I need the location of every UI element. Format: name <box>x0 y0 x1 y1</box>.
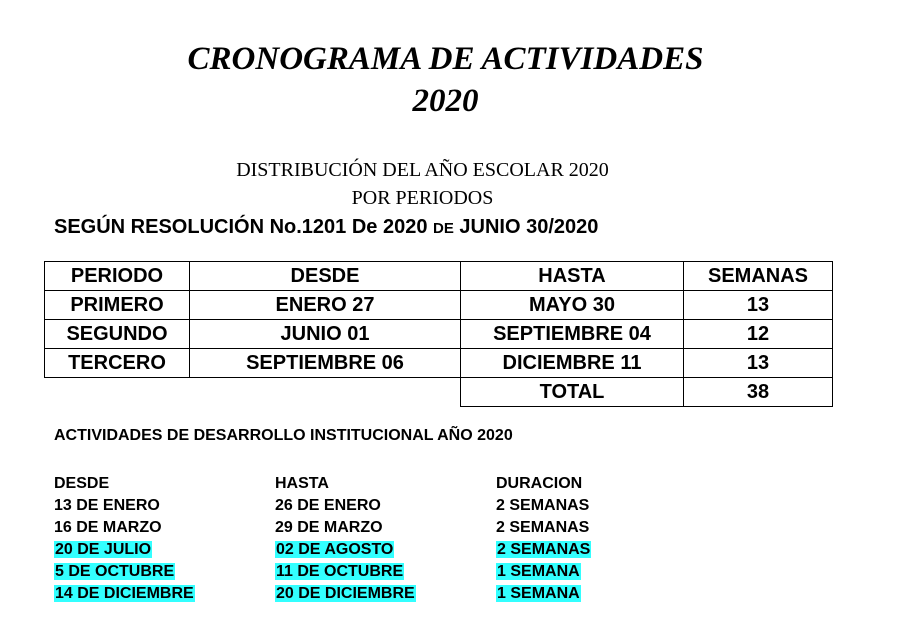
table-row <box>45 291 833 320</box>
total-label: TOTAL <box>461 378 684 407</box>
list-item <box>54 583 195 605</box>
list-item <box>275 517 416 539</box>
document-title: CRONOGRAMA DE ACTIVIDADES <box>187 41 704 77</box>
subtitle-distribution: DISTRIBUCIÓN DEL AÑO ESCOLAR 2020 <box>236 159 609 181</box>
header-hasta: HASTA <box>461 262 684 291</box>
list-item <box>496 583 591 605</box>
list-item <box>54 561 195 583</box>
activity-duracion: 1 SEMANA <box>497 585 580 602</box>
table-row <box>45 320 833 349</box>
activity-desde: 14 DE DICIEMBRE <box>55 585 194 602</box>
list-item <box>275 561 416 583</box>
cell-periodo: PRIMERO <box>45 291 190 320</box>
activities-column-desde <box>54 473 195 605</box>
blank-cell <box>190 378 461 407</box>
list-item <box>54 539 195 561</box>
cell-semanas: 12 <box>684 320 833 349</box>
periods-table <box>44 261 833 407</box>
activities-column-hasta <box>275 473 416 605</box>
activity-desde: 5 DE OCTUBRE <box>55 563 175 580</box>
table-header-row <box>45 262 833 291</box>
resolution-line <box>54 214 598 242</box>
list-item <box>54 517 195 539</box>
list-item <box>54 495 195 517</box>
subtitle-periods: POR PERIODOS <box>351 187 494 209</box>
activity-hasta: 29 DE MARZO <box>275 519 383 536</box>
resolution-part-1: SEGÚN RESOLUCIÓN No.1201 De 2020 <box>54 216 434 238</box>
activity-hasta: 20 DE DICIEMBRE <box>276 585 415 602</box>
cell-semanas: 13 <box>684 291 833 320</box>
list-item <box>275 539 416 561</box>
list-item <box>275 583 416 605</box>
list-item <box>496 539 591 561</box>
total-value: 38 <box>684 378 833 407</box>
cell-desde: ENERO 27 <box>190 291 461 320</box>
cell-hasta: DICIEMBRE 11 <box>461 349 684 378</box>
activities-column-duracion <box>496 473 591 605</box>
column-header-hasta <box>275 473 416 495</box>
header-text: DESDE <box>54 475 110 492</box>
list-item <box>275 495 416 517</box>
table-row <box>45 349 833 378</box>
cell-hasta: SEPTIEMBRE 04 <box>461 320 684 349</box>
resolution-small: DE <box>433 220 454 237</box>
document-year: 2020 <box>412 83 479 119</box>
list-item <box>496 561 591 583</box>
activities-title: ACTIVIDADES DE DESARROLLO INSTITUCIONAL AÑO 2020 <box>54 427 513 444</box>
activity-duracion: 2 SEMANAS <box>496 519 590 536</box>
resolution-part-2: JUNIO 30/2020 <box>453 216 599 238</box>
list-item <box>496 517 591 539</box>
blank-cell <box>45 378 190 407</box>
activity-duracion: 2 SEMANAS <box>497 541 591 558</box>
header-text: HASTA <box>275 475 329 492</box>
activity-hasta: 11 DE OCTUBRE <box>276 563 404 580</box>
cell-semanas: 13 <box>684 349 833 378</box>
header-semanas: SEMANAS <box>684 262 833 291</box>
activity-desde: 16 DE MARZO <box>54 519 162 536</box>
table-total-row <box>45 378 833 407</box>
activity-desde: 13 DE ENERO <box>54 497 160 514</box>
list-item <box>496 495 591 517</box>
column-header-desde <box>54 473 195 495</box>
column-header-duracion <box>496 473 591 495</box>
cell-periodo: TERCERO <box>45 349 190 378</box>
activity-duracion: 1 SEMANA <box>497 563 580 580</box>
cell-desde: JUNIO 01 <box>190 320 461 349</box>
header-desde: DESDE <box>190 262 461 291</box>
header-periodo: PERIODO <box>45 262 190 291</box>
cell-hasta: MAYO 30 <box>461 291 684 320</box>
activity-duracion: 2 SEMANAS <box>496 497 590 514</box>
activity-hasta: 26 DE ENERO <box>275 497 381 514</box>
header-text: DURACION <box>496 475 583 492</box>
activity-desde: 20 DE JULIO <box>55 541 152 558</box>
cell-periodo: SEGUNDO <box>45 320 190 349</box>
activity-hasta: 02 DE AGOSTO <box>276 541 394 558</box>
cell-desde: SEPTIEMBRE 06 <box>190 349 461 378</box>
